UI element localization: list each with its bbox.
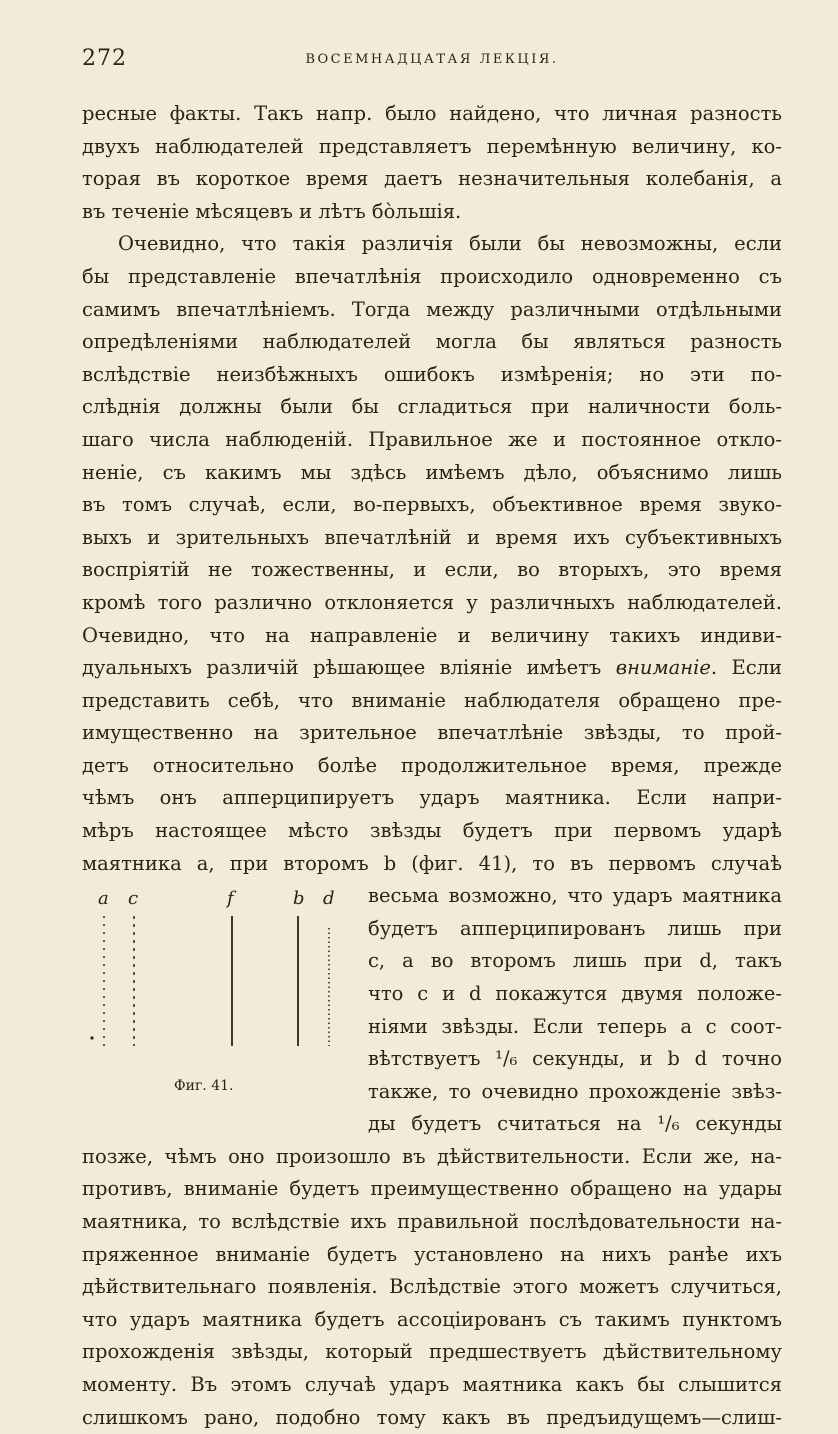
text-line: имущественно на зрительное впечатлѣніе звѣзды, то прой- <box>82 721 782 745</box>
text-line: бы представленіе впечатлѣнія происходило одновременно съ <box>82 264 782 288</box>
figure-label-a: a <box>98 888 109 910</box>
text-line: мѣръ настоящее мѣсто звѣзды будетъ при первомъ ударѣ <box>82 819 782 843</box>
text-line: c, а во второмъ лишь при d, такъ <box>368 949 782 973</box>
text-segment: . Если <box>710 656 783 680</box>
text-line: что c и d покажутся двумя положе- <box>368 982 782 1006</box>
text-line: шаго числа наблюденій. Правильное же и постоянное откло- <box>82 427 782 451</box>
text-line: вслѣдствіе неизбѣжныхъ ошибокъ измѣренія; но эти по- <box>82 362 782 386</box>
text-line: ніями звѣзды. Если теперь а c соот- <box>368 1014 782 1038</box>
text-line: неніе, съ какимъ мы здѣсь имѣемъ дѣло, объяснимо лишь <box>82 460 782 484</box>
text-line: самимъ впечатлѣніемъ. Тогда между различными отдѣльными <box>82 297 782 321</box>
text-line: прохожденія звѣзды, который предшествуетъ дѣйствительному <box>82 1340 782 1364</box>
text-line: въ томъ случаѣ, если, во-первыхъ, объективное время звуко- <box>82 493 782 517</box>
text-line-emphasis <box>82 652 782 685</box>
emphasis-word: вниманіе <box>615 656 711 680</box>
text-line: слишкомъ рано, подобно тому какъ въ предъидущемъ—слиш- <box>82 1405 782 1429</box>
figure-label-d: d <box>323 888 335 910</box>
text-line: вѣтствуетъ ¹/₆ секунды, и b d точно <box>368 1047 782 1071</box>
text-line: опредѣленіями наблюдателей могла бы являться разность <box>82 330 782 354</box>
running-title: ВОСЕМНАДЦАТАЯ ЛЕКЦІЯ. <box>305 52 559 67</box>
mark-dot-a <box>90 1037 93 1040</box>
text-line: моменту. Въ этомъ случаѣ ударъ маятника какъ бы слышится <box>82 1373 782 1396</box>
text-line: также, то очевидно прохожденіе звѣз- <box>368 1079 782 1103</box>
text-segment: дуальныхъ различій рѣшающее вліяніе имѣетъ <box>82 656 616 680</box>
text-line: детъ относительно болѣе продолжительное время, прежде <box>82 753 782 777</box>
text-line: въ теченіе мѣсяцевъ и лѣтъ бо̀льшія. <box>82 199 462 223</box>
page-header <box>82 46 782 76</box>
text-line: дѣйствительнаго появленія. Вслѣдствіе этого можетъ случиться, <box>82 1275 782 1299</box>
text-line: маятника а, при второмъ b (фиг. 41), то въ первомъ случаѣ <box>82 851 782 875</box>
text-line: воспріятій не тожественны, и если, во вторыхъ, это время <box>82 558 782 582</box>
figure-41-diagram <box>82 888 352 1078</box>
text-line: что ударъ маятника будетъ ассоціированъ съ такимъ пунктомъ <box>82 1307 782 1331</box>
text-line: торая въ короткое время даетъ незначительныя колебанія, а <box>82 167 782 191</box>
text-line: слѣднія должны были бы сгладиться при наличности боль- <box>82 395 782 419</box>
figure-41 <box>82 888 352 1103</box>
text-line: пряженное вниманіе будетъ установлено на нихъ ранѣе ихъ <box>82 1242 782 1266</box>
text-line: ресные факты. Такъ напр. было найдено, что личная разность <box>82 102 782 125</box>
text-line: кромѣ того различно отклоняется у различныхъ наблюдателей. <box>82 590 782 614</box>
body-text <box>82 98 782 1434</box>
text-line: маятника, то вслѣдствіе ихъ правильной послѣдовательности на- <box>82 1210 782 1234</box>
text-line: противъ, вниманіе будетъ преимущественно обращено на удары <box>82 1177 782 1201</box>
figure-label-c: c <box>128 888 139 910</box>
text-line: двухъ наблюдателей представляетъ перемѣнную величину, ко- <box>82 134 782 158</box>
text-line: ды будетъ считаться на ¹/₆ секунды <box>368 1112 782 1136</box>
text-line: представить себѣ, что вниманіе наблюдателя обращено пре- <box>82 688 782 712</box>
page-number: 272 <box>82 46 127 71</box>
figure-caption: Фиг. 41. <box>174 1078 234 1095</box>
figure-wrap-block <box>82 880 782 1108</box>
text-line: весьма возможно, что ударъ маятника <box>368 884 782 908</box>
text-line: выхъ и зрительныхъ впечатлѣній и время ихъ субъективныхъ <box>82 525 782 549</box>
text-line: позже, чѣмъ оно произошло въ дѣйствительности. Если же, на- <box>82 1144 782 1168</box>
figure-label-b: b <box>293 888 305 910</box>
figure-label-f: f <box>227 888 234 910</box>
text-line: Очевидно, что на направленіе и величину такихъ индиви- <box>82 623 782 647</box>
paragraph-start-line: Очевидно, что такія различія были бы невозможны, если <box>118 232 782 256</box>
text-line: будетъ апперципированъ лишь при <box>368 916 782 940</box>
text-line: чѣмъ онъ апперципируетъ ударъ маятника. Если напри- <box>82 786 782 810</box>
